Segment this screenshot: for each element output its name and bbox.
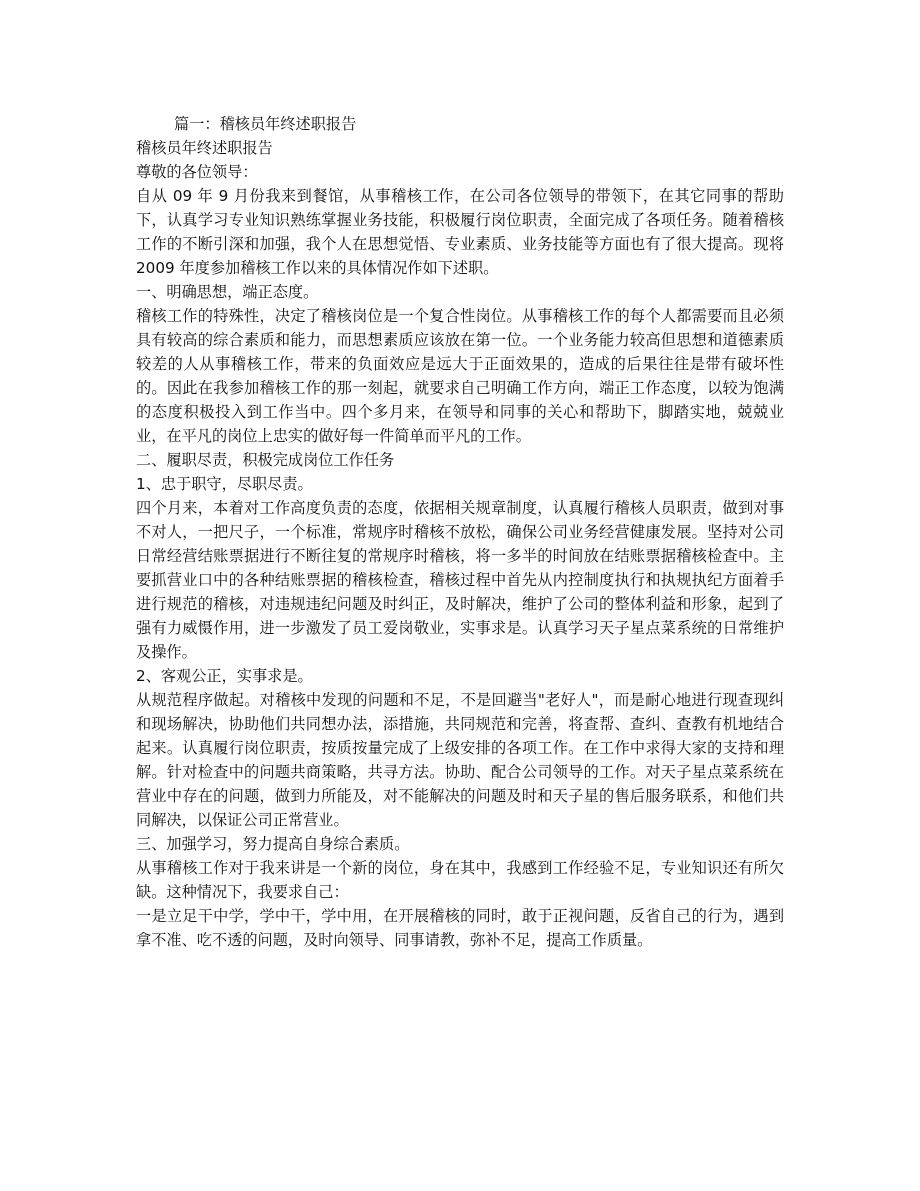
heading-2: 二、履职尽责，积极完成岗位工作任务 bbox=[136, 451, 395, 469]
intro-paragraph: 自从 09 年 9 月份我来到餐馆，从事稽核工作，在公司各位领导的带领下，在其它同事的帮助下，认真学习专业知识熟练掌握业务技能，积极履行岗位职责，全面完成了各项任务。随着稽核工作的不断引深和加强，我个人在思想觉悟、专业素质、业务技能等方面也有了很大提高。现将 2009 年度参加稽核工作以来的具体情况作如下述职。 bbox=[136, 187, 784, 277]
document-body bbox=[136, 112, 784, 952]
paragraph-2-1: 四个月来，本着对工作高度负责的态度，依据相关规章制度，认真履行稽核人员职责，做到对事不对人，一把尺子，一个标准，常规序时稽核不放松，确保公司业务经营健康发展。坚持对公司日常经营结账票据进行不断往复的常规序时稽核，将一多半的时间放在结账票据稽核检查中。主要抓营业口中的各种结账票据的稽核检查，稽核过程中首先从内控制度执行和执规执纪方面着手进行规范的稽核，对违规违纪问题及时纠正，及时解决，维护了公司的整体利益和形象，起到了强有力威慑作用，进一步激发了员工爱岗敬业，实事求是。认真学习天子星点菜系统的日常维护及操作。 bbox=[136, 499, 784, 661]
salutation: 尊敬的各位领导： bbox=[136, 163, 258, 181]
subheading-2-1: 1、忠于职守，尽职尽责。 bbox=[136, 475, 313, 493]
paragraph-2-2: 从规范程序做起。对稽核中发现的问题和不足，不是回避当"老好人"，而是耐心地进行现查现纠和现场解决，协助他们共同想办法，添措施，共同规范和完善，将查帮、查纠、查教有机地结合起来。认真履行岗位职责，按质按量完成了上级安排的各项工作。在工作中求得大家的支持和理解。针对检查中的问题共商策略，共寻方法。协助、配合公司领导的工作。对天子星点菜系统在营业中存在的问题，做到力所能及，对不能解决的问题及时和天子星的售后服务联系，和他们共同解决，以保证公司正常营业。 bbox=[136, 691, 784, 829]
subheading-2-2: 2、客观公正，实事求是。 bbox=[136, 667, 313, 685]
paragraph-1: 稽核工作的特殊性，决定了稽核岗位是一个复合性岗位。从事稽核工作的每个人都需要而且必须具有较高的综合素质和能力，而思想素质应该放在第一位。一个业务能力较高但思想和道德素质较差的人从事稽核工作，带来的负面效应是远大于正面效果的，造成的后果往往是带有破坏性的。因此在我参加稽核工作的那一刻起，就要求自己明确工作方向，端正工作态度，以较为饱满的态度积极投入到工作当中。四个多月来，在领导和同事的关心和帮助下，脚踏实地，兢兢业业，在平凡的岗位上忠实的做好每一件简单而平凡的工作。 bbox=[136, 307, 784, 445]
heading-3: 三、加强学习，努力提高自身综合素质。 bbox=[136, 835, 410, 853]
paragraph-3-1: 一是立足干中学，学中干，学中用，在开展稽核的同时，敢于正视问题，反省自己的行为，遇到拿不准、吃不透的问题，及时向领导、同事请教，弥补不足，提高工作质量。 bbox=[136, 907, 784, 949]
section-heading: 篇一：稽核员年终述职报告 bbox=[174, 115, 357, 133]
report-title: 稽核员年终述职报告 bbox=[136, 139, 273, 157]
heading-1: 一、明确思想，端正态度。 bbox=[136, 283, 319, 301]
paragraph-3: 从事稽核工作对于我来讲是一个新的岗位，身在其中，我感到工作经验不足，专业知识还有所欠缺。这种情况下，我要求自己： bbox=[136, 859, 784, 901]
